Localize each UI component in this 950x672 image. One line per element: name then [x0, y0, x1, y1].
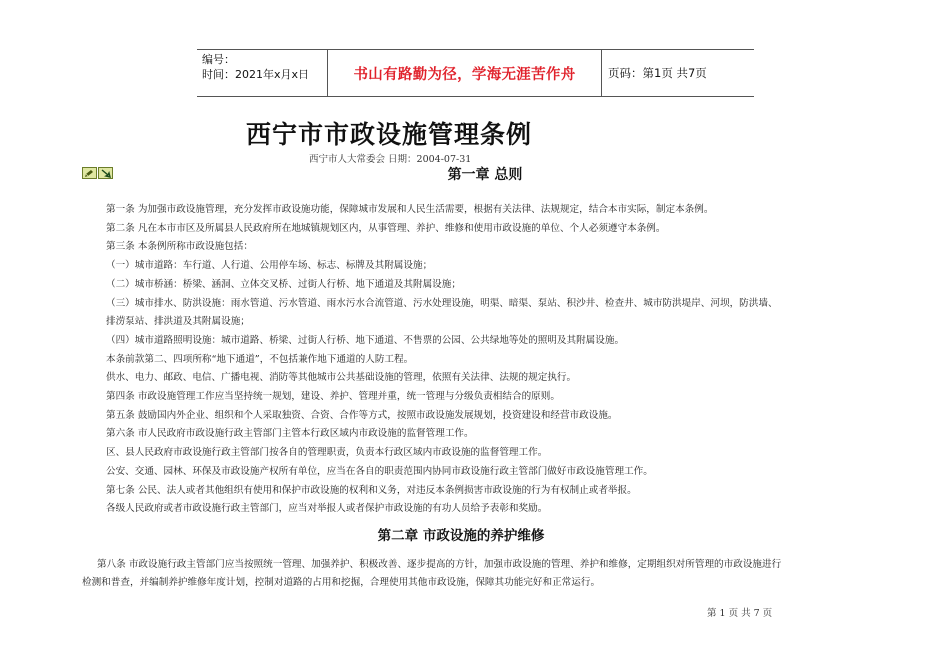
number-label: 编号： — [202, 53, 235, 66]
motto-cell — [328, 50, 602, 96]
paragraph: 第一条 为加强市政设施管理，充分发挥市政设施功能，保障城市发展和人民生活需要，根据有关法律、法规规定，结合本市实际，制定本条例。 — [106, 204, 714, 215]
paragraph: 第八条 市政设施行政主管部门应当按照统一管理、加强养护、积极改善、逐步提高的方针，加强市政设施的管理、养护和维修，定期组织对所管理的市政设施进行检测和普查，并编制养护维修年度计划，控制对道路的占用和挖掘，合理使用其他市政设施，保障其功能完好和正常运行。 — [82, 558, 782, 589]
page-number-label: 页码：第1页 共7页 — [608, 66, 707, 80]
chapter-2-body — [82, 556, 786, 593]
paragraph: 各级人民政府或者市政设施行政主管部门，应当对举报人或者保护市政设施的有功人员给予表彰和奖励。 — [106, 503, 548, 515]
paragraph: （四）城市道路照明设施：城市道路、桥梁、过街人行桥、地下通道、不售票的公园、公共绿地等处的照明及其附属设施。 — [106, 334, 625, 346]
paragraph: 本条前款第二、四项所称“地下通道”，不包括兼作地下通道的人防工程。 — [106, 353, 414, 365]
paragraph: （一）城市道路：车行道、人行道、公用停车场、标志、标牌及其附属设施； — [106, 260, 433, 272]
paragraph: 区、县人民政府市政设施行政主管部门按各自的管理职责，负责本行政区域内市政设施的监督管理工作。 — [106, 447, 548, 459]
page-footer: 第 1 页 共 7 页 — [707, 608, 773, 619]
motto-text: 书山有路勤为径，学海无涯苦作舟 — [353, 66, 576, 83]
paragraph: 第三条 本条例所称市政设施包括： — [106, 241, 253, 253]
paragraph: 第六条 市人民政府市政设施行政主管部门主管本行政区域内市政设施的监督管理工作。 — [106, 428, 474, 440]
document-title: 西宁市市政设施管理条例 — [246, 120, 533, 149]
paragraph: 第四条 市政设施管理工作应当坚持统一规划，建设、养护、管理并重，统一管理与分级负责相结合的原则。 — [106, 391, 560, 403]
document-body — [82, 201, 786, 593]
page-header — [197, 49, 754, 97]
paragraph: 公安、交通、园林、环保及市政设施产权所有单位，应当在各自的职责范围内协同市政设施行政主管部门做好市政设施管理工作。 — [106, 465, 653, 477]
paragraph: （三）城市排水、防洪设施：雨水管道、污水管道、雨水污水合流管道、污水处理设施，明渠、暗渠、泵站、积沙井、检查井、城市防洪堤岸、河坝，防洪墙、排涝泵站、排洪道及其附属设施； — [106, 297, 778, 328]
chapter-1-heading: 第一章 总则 — [447, 167, 523, 183]
document-meta: 西宁市人大常委会 日期：2004-07-31 — [309, 154, 472, 165]
paragraph: 第五条 鼓励国内外企业、组织和个人采取独资、合资、合作等方式，按照市政设施发展规划，投资建设和经营市政设施。 — [106, 409, 618, 421]
chapter-2-heading: 第二章 市政设施的养护维修 — [377, 527, 545, 544]
header-info-cell — [197, 50, 328, 96]
paragraph: 第七条 公民、法人或者其他组织有使用和保护市政设施的权利和义务，对违反本条例损害市政设施的行为有权制止或者举报。 — [106, 484, 637, 496]
paragraph: （二）城市桥涵：桥梁、涵洞、立体交叉桥、过街人行桥、地下通道及其附属设施； — [106, 278, 461, 290]
time-label: 时间：2021年x月x日 — [202, 68, 310, 81]
paragraph: 供水、电力、邮政、电信、广播电视、消防等其他城市公共基础设施的管理，依照有关法律、法规的规定执行。 — [106, 372, 577, 384]
page-number-cell — [602, 50, 754, 96]
paragraph: 第二条 凡在本市市区及所属县人民政府所在地城镇规划区内，从事管理、养护、维修和使用市政设施的单位、个人必须遵守本条例。 — [106, 222, 666, 234]
